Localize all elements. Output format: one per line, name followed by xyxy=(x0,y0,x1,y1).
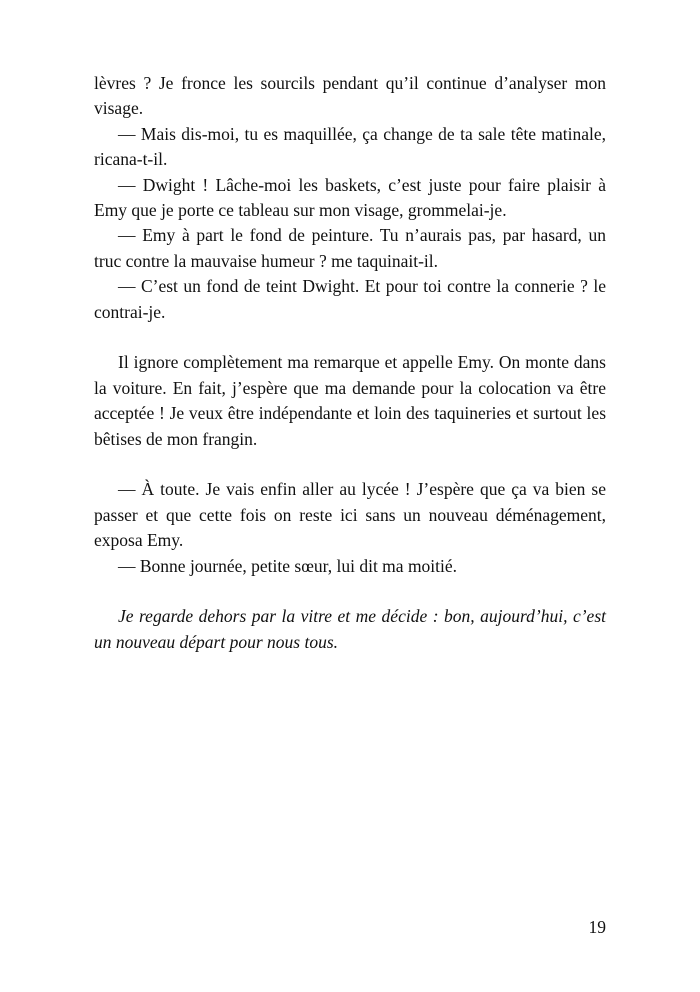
narrative-paragraph: Il ignore complètement ma remarque et appelle Emy. On monte dans la voiture. En fait, j’espère que ma demande pour la colocation va être acceptée ! Je veux être indépendante et loin des taquineries et surtout les bêtises de mon frangin. xyxy=(94,352,606,449)
paragraph-continuation: lèvres ? Je fronce les sourcils pendant qu’il continue d’analyser mon visage. xyxy=(94,73,606,119)
dialogue-line: — C’est un fond de teint Dwight. Et pour toi contre la connerie ? le contrai-je. xyxy=(94,276,606,322)
dialogue-line: — À toute. Je vais enfin aller au lycée ! J’espère que ça va bien se passer et que cette fois on reste ici sans un nouveau déménagement, exposa Emy. xyxy=(94,479,606,551)
dialogue-line: — Emy à part le fond de peinture. Tu n’aurais pas, par hasard, un truc contre la mauvaise humeur ? me taquinait-il. xyxy=(94,225,606,271)
dialogue-line: — Dwight ! Lâche-moi les baskets, c’est juste pour faire plaisir à Emy que je porte ce tableau sur mon visage, grommelai-je. xyxy=(94,174,606,221)
dialogue-line: — Mais dis-moi, tu es maquillée, ça change de ta sale tête matinale, ricana-t-il. xyxy=(94,123,606,170)
page-body xyxy=(94,71,606,655)
page-number: 19 xyxy=(588,917,606,937)
dialogue-line: — Bonne journée, petite sœur, lui dit ma moitié. xyxy=(118,555,458,576)
italic-thought-paragraph: Je regarde dehors par la vitre et me décide : bon, aujourd’hui, c’est un nouveau départ pour nous tous. xyxy=(94,606,606,652)
